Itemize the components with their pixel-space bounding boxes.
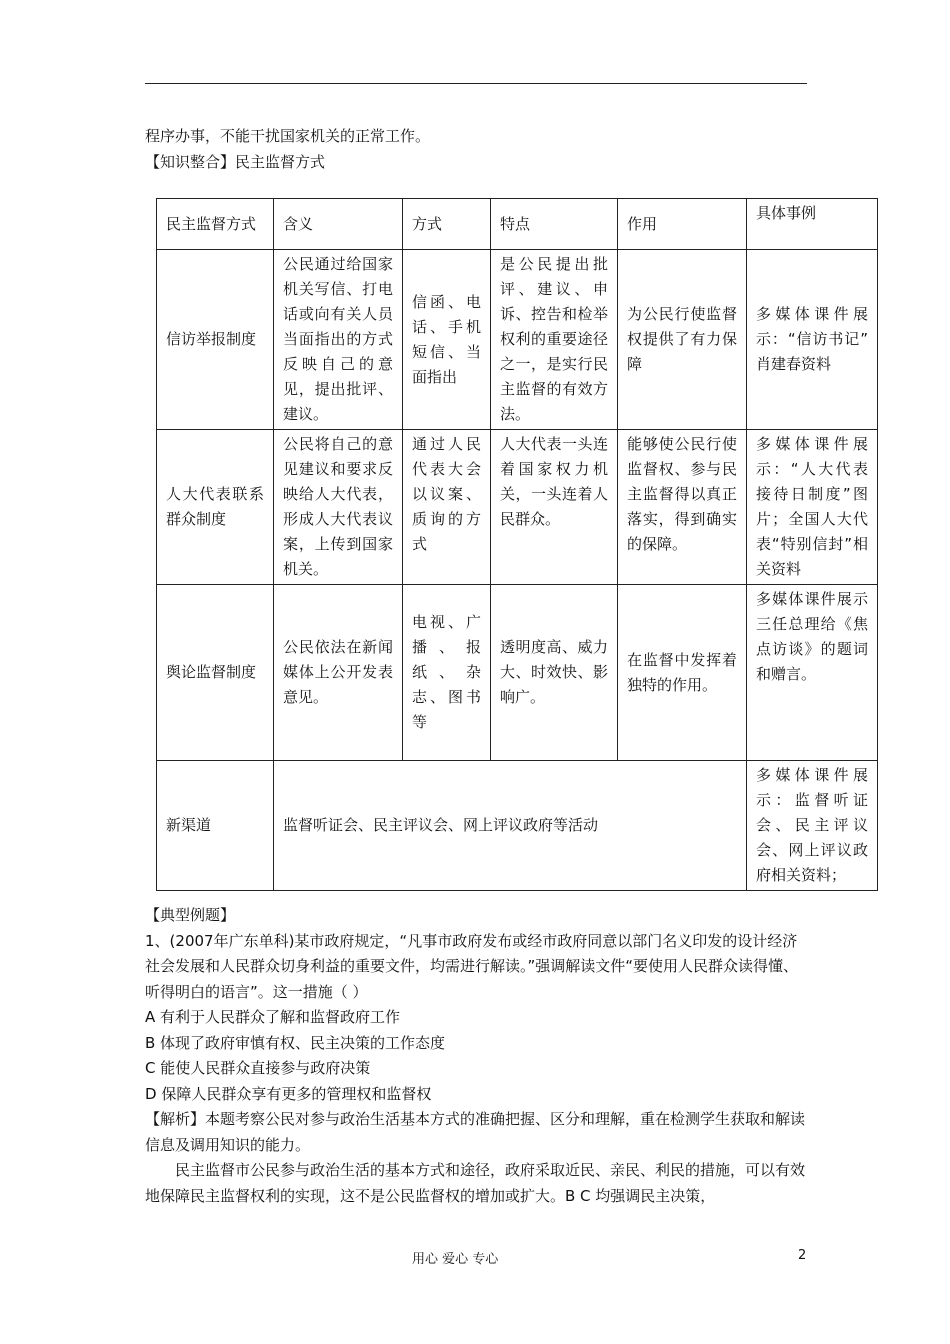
row-name-cell: 舆论监督制度 [157, 585, 274, 761]
method-cell: 电视、广播、报纸、杂志、图书等 [403, 585, 491, 761]
meaning-cell: 公民通过给国家机关写信、打电话或向有关人员当面指出的方式反映自己的意见，提出批评、建议。 [274, 250, 403, 430]
row-name-cell: 信访举报制度 [157, 250, 274, 430]
header-cell: 具体事例 [747, 199, 878, 250]
option-a: A 有利于人民群众了解和监督政府工作 [145, 1008, 401, 1026]
option-c: C 能使人民群众直接参与政府决策 [145, 1059, 371, 1077]
header-rule [145, 83, 807, 84]
method-cell: 通过人民代表大会以议案、质询的方式 [403, 430, 491, 585]
header-cell: 作用 [618, 199, 747, 250]
meaning-cell: 公民将自己的意见建议和要求反映给人大代表，形成人大代表议案，上传到国家机关。 [274, 430, 403, 585]
method-cell: 信函、电话、手机短信、当面指出 [403, 250, 491, 430]
table-header-row [157, 199, 878, 250]
intro-line: 程序办事，不能干扰国家机关的正常工作。 [145, 127, 431, 145]
feature-cell: 人大代表一头连着国家权力机关，一头连着人民群众。 [491, 430, 618, 585]
meaning-cell: 公民依法在新闻媒体上公开发表意见。 [274, 585, 403, 761]
example-cell: 多媒体课件展示：“信访书记” 肖建春资料 [747, 250, 878, 430]
example-cell: 多媒体课件展示三任总理给《焦点访谈》的题词和赠言。 [747, 585, 878, 761]
supervision-table [156, 198, 878, 891]
effect-cell: 在监督中发挥着独特的作用。 [618, 585, 747, 761]
analysis-paragraph: 【解析】本题考察公民对参与政治生活基本方式的准确把握、区分和理解，重在检测学生获取和解读信息及调用知识的能力。 [145, 1110, 806, 1154]
example-section [145, 903, 810, 1209]
feature-cell: 是公民提出批评、建议、申诉、控告和检举权利的重要途径之一，是实行民主监督的有效方法。 [491, 250, 618, 430]
example-cell: 多媒体课件展示：“人大代表接待日制度”图片；全国人大代表“特别信封”相关资料 [747, 430, 878, 585]
effect-cell: 能够使公民行使监督权、参与民主监督得以真正落实，得到确实的保障。 [618, 430, 747, 585]
effect-cell: 为公民行使监督权提供了有力保障 [618, 250, 747, 430]
example-heading: 【典型例题】 [145, 906, 236, 924]
page-number: 2 [798, 1248, 807, 1263]
header-cell: 民主监督方式 [157, 199, 274, 250]
header-cell: 特点 [491, 199, 618, 250]
option-b: B 体现了政府审慎有权、民主决策的工作态度 [145, 1033, 446, 1052]
table-row [157, 430, 878, 585]
new-channel-content-cell: 监督听证会、民主评议会、网上评议政府等活动 [274, 761, 747, 891]
row-name-cell: 人大代表联系群众制度 [157, 430, 274, 585]
option-d: D 保障人民群众享有更多的管理权和监督权 [145, 1084, 432, 1103]
table-row [157, 585, 878, 761]
table-row [157, 761, 878, 891]
feature-cell: 透明度高、威力大、时效快、影响广。 [491, 585, 618, 761]
header-cell: 含义 [274, 199, 403, 250]
question-text: 1、(2007年广东单科)某市政府规定，“凡事市政府发布或经市政府同意以部门名义印发的设计经济社会发展和人民群众切身利益的重要文件，均需进行解读。”强调解读文件“要使用人民群众读得懂、听得明白的语言”。这一措施（ ） [145, 931, 799, 1001]
section-heading: 【知识整合】民主监督方式 [145, 153, 326, 171]
footer-slogan: 用心 爱心 专心 [412, 1252, 499, 1267]
example-cell: 多媒体课件展示：监督听证会、民主评议会、网上评议政府相关资料； [747, 761, 878, 891]
header-cell: 方式 [403, 199, 491, 250]
row-name-cell: 新渠道 [157, 761, 274, 891]
analysis-paragraph-2: 民主监督市公民参与政治生活的基本方式和途径，政府采取近民、亲民、利民的措施，可以有效地保障民主监督权利的实现，这不是公民监督权的增加或扩大。B C 均强调民主决策， [145, 1161, 806, 1205]
table-row [157, 250, 878, 430]
